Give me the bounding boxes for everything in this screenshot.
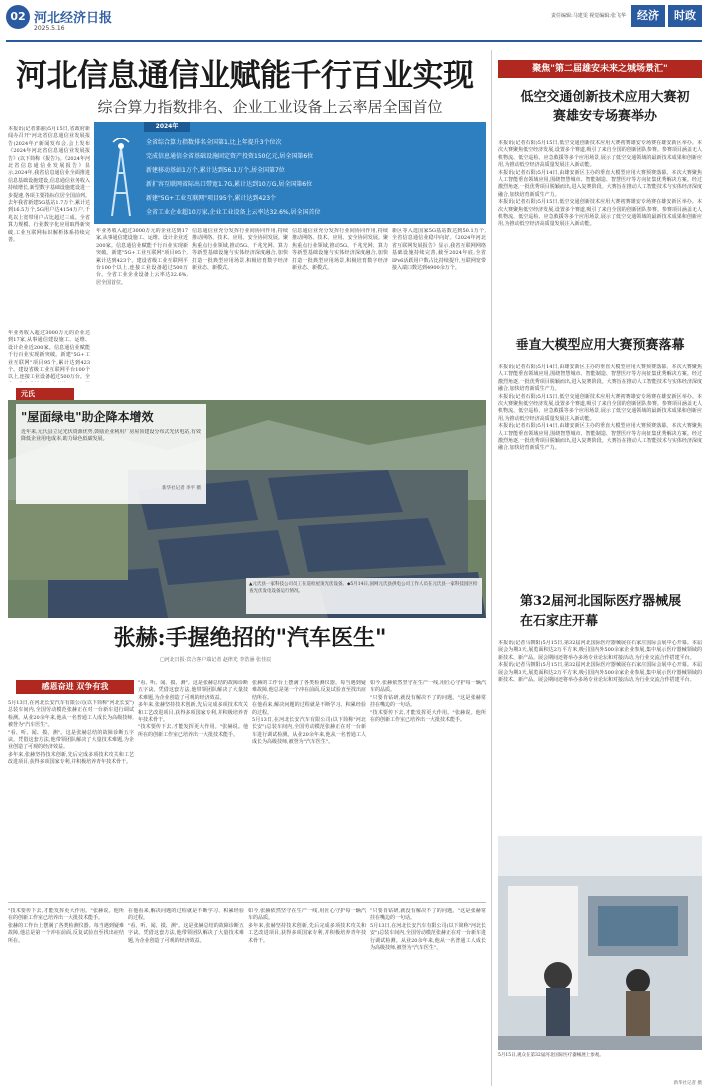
stat-item: 完成信息通信全省基础设施固定资产投资150亿元,居全国第6位: [146, 153, 314, 160]
right-paragraph: 本报讯(记者石阳)5月15日,低空交通创新技术应用大赛初赛雄安专场赛在雄安新区举办。本次大赛聚焦低空经济发展,设置多个赛道,吸引了来自全国的创新团队参赛。参赛项目涵盖无人机物流、低空巡检、应急救援等多个应用场景,展示了低空交通领域的最新技术成果和创新应用,为推动低空经济高质量发展注入新动能。: [498, 199, 702, 228]
yuanqi-headline: "屋面绿电"助企降本增效: [21, 410, 154, 424]
stat-item: 全省工业企业超10万家,企业工业设备上云率达32.6%,居全国首位: [146, 209, 321, 216]
right-paragraph: 本报讯(记者石阳)5月15日,低空交通创新技术应用大赛初赛雄安专场赛在雄安新区举办。本次大赛聚焦低空经济发展,设置多个赛道,吸引了来自全国的创新团队参赛。参赛项目涵盖无人机物流、低空巡检、应急救援等多个应用场景,展示了低空交通领域的最新技术成果和创新应用,为推动低空经济高质量发展注入新动能。: [498, 140, 702, 169]
feature-paragraph: 张赫的工作台上摆满了各类检测仪器。每当遇到疑难故障,他总是第一个冲在前面,反复试验直至找出症结所在。: [252, 680, 366, 701]
feature-column-6: [128, 908, 244, 1088]
right-paragraph: 本报讯(记者石阳)5月14日,由雄安新区主办的垂直大模型应用大赛预赛落幕。本次大赛聚焦人工智能垂直领域应用,围绕智慧城市、智能制造、智慧医疗等方向征集优秀解决方案。经过激烈角逐,一批优秀项目脱颖而出,进入复赛阶段。大赛旨在推动人工智能技术与实体经济深度融合,加快培育新质生产力。: [498, 364, 702, 393]
lead-column-3: 信息通信业充分发挥行业间协同作用,持续推动网络、技术、应用、安全协同发展。聚焦重点行业领域,推动5G、千兆光网、算力等新型基础设施与实体经济深度融合,加快打造一批典型应用场景,积极培育数字经济新业态、新模式。: [192, 228, 288, 272]
feature-column-3: [252, 680, 366, 898]
yuanqi-text-panel: [16, 404, 206, 504]
yuanqi-label: 元氏: [16, 388, 74, 400]
right-paragraph: 本报讯(记者马朝阳)5月15日,第32届河北国际医疗器械展在石家庄国际会展中心开幕。本届展会为期3天,展览面积达2万平方米,吸引国内外500余家企业参展,集中展示医疗器械领域的新技术、新产品。展会期间还将举办多场专业论坛和对接活动,为行业交流合作搭建平台。: [498, 640, 702, 661]
feature-paragraph: 如今,张赫依然坚守在生产一线,用匠心守护每一辆汽车的品质。: [370, 680, 486, 694]
yuanqi-author: 新华社记者 李平 摄: [162, 486, 201, 491]
stats-list: [146, 136, 482, 222]
signal-tower-icon: [104, 138, 138, 218]
lead-subhead: 综合算力指数排名、企业工业设备上云率居全国首位: [97, 98, 443, 116]
feature-paragraph: "技术要传下去,才能发挥更大作用。"张赫说。他所在的创新工作室已培养出一大批技术能手。: [8, 908, 124, 922]
right-paragraph: 本报讯(记者石阳)5月14日,由雄安新区主办的垂直大模型应用大赛预赛落幕。本次大赛聚焦人工智能垂直领域应用,围绕智慧城市、智能制造、智慧医疗等方向征集优秀解决方案。经过激烈角逐,一批优秀项目脱颖而出,进入复赛阶段。大赛旨在推动人工智能技术与实体经济深度融合,加快培育新质生产力。: [498, 169, 702, 198]
feature-column-7: [248, 908, 366, 1088]
stat-item: 新扩容互联网省际出口带宽1.7G,累计达到10万G,居全国第6位: [146, 181, 313, 188]
yuanqi-intro: 近年来,元氏县立足光伏资源优势,鼓励企业利用厂房屋顶建设分布式光伏电站,有效降低企业用电成本,助力绿色低碳发展。: [21, 429, 201, 443]
issue-date: 2025.5.16: [34, 25, 65, 32]
right-headline-2: 垂直大模型应用大赛预赛落幕: [515, 338, 685, 353]
feature-paragraph: 多年来,张赫坚持技术创新,先后完成多项技术攻关和工艺改进项目,获得多项国家专利,并积极培养青年技术骨干。: [248, 922, 366, 944]
feature-paragraph: "只要肯钻研,就没有解决不了的问题。"这是张赫常挂在嘴边的一句话。: [370, 908, 486, 922]
feature-column-2: [138, 680, 248, 898]
feature-paragraph: "只要肯钻研,就没有解决不了的问题。"这是张赫常挂在嘴边的一句话。: [370, 694, 486, 709]
stats-box: [94, 122, 486, 224]
stat-item: 新建移动基站1万个,累计达到56.1万个,居全国第7位: [146, 167, 285, 174]
feature-paragraph: 5月13日,在河北长安汽车有限公司(以下简称"河北长安")总装车间内,全国劳动模范张赫正在对一台新车进行调试检测。从业20余年来,他从一名普通工人成长为高级技师,被誉为"汽车医生"。: [8, 700, 134, 729]
feature-byline: □河北日报·宾合客户端记者 赵律光 李浩涵 张佳辰: [160, 657, 272, 663]
stats-year-label: 2024年: [144, 122, 190, 132]
right-headline-1: 低空交通创新技术应用大赛初赛雄安专场赛举办: [520, 90, 690, 124]
editors: 责任编辑:马建雯 视觉编辑:张飞华: [551, 13, 626, 19]
masthead: [6, 2, 702, 44]
feature-column-4: [370, 680, 486, 898]
right-banner: 聚焦"第二届雄安未来之城场景汇": [498, 60, 702, 78]
feature-column-8: [370, 908, 486, 1088]
feature-paragraph: "技术要传下去,才能发挥更大作用。"张赫说。他所在的创新工作室已培养出一大批技术能手。: [138, 724, 248, 738]
lead-column-5: 新区等入选国家5G基站数达到50.1万个,全省信息通信业稳中向好。《2024年河北省互联网发展报告》显示,我省互联网网络基础设施持续完善,截至2024年底,全省IPv6活跃用户数占比持续提升,互联网宽带接入端口数达到4900余万个。: [392, 228, 486, 272]
expo-photo: [498, 836, 702, 1050]
feature-paragraph: 在他看来,解决问题的过程就是不断学习、积累经验的过程。: [128, 908, 244, 922]
stat-item: 新建"5G+工业互联网"项目95个,累计达到423个: [146, 195, 277, 202]
feature-column-1: [8, 700, 134, 900]
right-paragraph: 本报讯(记者马朝阳)5月15日,第32届河北国际医疗器械展在石家庄国际会展中心开幕。本届展会为期3天,展览面积达2万平方米,吸引国内外500余家企业参展,集中展示医疗器械领域的新技术、新产品。展会期间还将举办多场专业论坛和对接活动,为行业交流合作搭建平台。: [498, 662, 702, 684]
feature-divider: [8, 902, 486, 903]
lead-column-1: 本报讯(记者郭丽)5月15日,省政府新闻办召开"河北省信息通信业发展报告(2024年)"新闻发布会,会上发布《2024年河北省信息通信业发展报告》(以下简称《报告》)。《2024年河北省信息通信业发展报告》显示,2024年,我省信息通信业全面推进信息基础设施建设,信息通信业务收入持续增长,新型数字基础设施建设进一步提速,各项主要指标位居全国前列。去年我省新建5G基站1.7万个,累计达到16.5万个,5G用户达4154万户,千兆以上宽带用户占比超过三成。全省算力规模、行业数字化应用取得新突破,工业互联网标识解析体系持续完善。: [8, 126, 90, 244]
column-divider: [491, 50, 492, 1086]
expo-photo-caption: 5月15日,观众在第32届河北国际医疗器械展上参观。: [498, 1053, 604, 1058]
feature-kicker: 感恩奋进 双争有我: [16, 680, 134, 694]
feature-paragraph: "看、听、闻、摸、测"。这是张赫总结的故障诊断五字诀。凭借这套方法,他带领团队解决了大量技术难题,为企业创造了可观的经济效益。: [8, 729, 134, 751]
page-number: 02: [6, 5, 30, 29]
section-label-economy: 经济: [631, 5, 665, 27]
feature-paragraph: 多年来,张赫坚持技术创新,先后完成多项技术攻关和工艺改进项目,获得多项国家专利,并积极培养青年技术骨干。: [8, 751, 134, 766]
stat-item: 全省综合算力指数排名全国第1,比上年提升3个位次: [146, 139, 282, 146]
feature-headline: 张赫:手握绝招的"汽车医生": [113, 625, 387, 651]
paper-name: 河北经济日报: [34, 11, 113, 26]
lead-column-2: 年业务收入超过3000万元的企业达到17家,从事通信建设施工、运维、设计企业近200家。信息通信业赋能千行百业实现新突破。新建"5G+工业互联网"项目95个,累计达到423个。建设省级工业互联网平台100个以上,连接工业设备超过500万台。全省工业企业设备上云率达32.6%,居全国首位。: [96, 228, 188, 286]
right-paragraph: 本报讯(记者石阳)5月14日,由雄安新区主办的垂直大模型应用大赛预赛落幕。本次大赛聚焦人工智能垂直领域应用,围绕智慧城市、智能制造、智慧医疗等方向征集优秀解决方案。经过激烈角逐,一批优秀项目脱颖而出,进入复赛阶段。大赛旨在推动人工智能技术与实体经济深度融合,加快培育新质生产力。: [498, 423, 702, 452]
section-label-politics: 时政: [668, 5, 702, 27]
expo-photo-credit: 新华社记者 摄: [673, 1081, 702, 1086]
right-story-2: [498, 364, 702, 586]
feature-paragraph: "看、听、闻、摸、测"。这是张赫总结的故障诊断五字诀。凭借这套方法,他带领团队解决了大量技术难题,为企业创造了可观的经济效益。: [138, 680, 248, 701]
yuanqi-caption: ▲元氏县一家科技公司员工在巡检屋顶光伏设备。◆5月14日,国网元氏县供电公司工作人员在元氏县一家科技园区检查光伏发电设备运行情况。: [246, 578, 482, 614]
feature-paragraph: "看、听、闻、摸、测"。这是张赫总结的故障诊断五字诀。凭借这套方法,他带领团队解决了大量技术难题,为企业创造了可观的经济效益。: [128, 922, 244, 944]
lead-headline: 河北信息通信业赋能千行百业实现: [16, 58, 474, 94]
right-story-3: [498, 640, 702, 832]
feature-paragraph: 如今,张赫依然坚守在生产一线,用匠心守护每一辆汽车的品质。: [248, 908, 366, 922]
masthead-rule: [6, 40, 702, 42]
feature-paragraph: 多年来,张赫坚持技术创新,先后完成多项技术攻关和工艺改进项目,获得多项国家专利,并积极培养青年技术骨干。: [138, 702, 248, 724]
feature-paragraph: "技术要传下去,才能发挥更大作用。"张赫说。他所在的创新工作室已培养出一大批技术能手。: [370, 709, 486, 724]
lead-column-4: 信息通信业充分发挥行业间协同作用,持续推动网络、技术、应用、安全协同发展。聚焦重点行业领域,推动5G、千兆光网、算力等新型基础设施与实体经济深度融合,加快打造一批典型应用场景,积极培育数字经济新业态、新模式。: [292, 228, 388, 272]
lead-column-1b: 年业务收入超过3000万元的企业达到17家,从事通信建设施工、运维、设计企业近200家。信息通信业赋能千行百业实现新突破。新建"5G+工业互联网"项目95个,累计达到423个。建设省级工业互联网平台100个以上,连接工业设备超过500万台。全: [8, 330, 90, 381]
right-headline-3: 第32届河北国际医疗器械展在石家庄开幕: [520, 594, 682, 629]
feature-paragraph: 5月13日,在河北长安汽车有限公司(以下简称"河北长安")总装车间内,全国劳动模范张赫正在对一台新车进行调试检测。从业20余年来,他从一名普通工人成长为高级技师,被誉为"汽车医生"。: [252, 717, 366, 746]
feature-paragraph: 张赫的工作台上摆满了各类检测仪器。每当遇到疑难故障,他总是第一个冲在前面,反复试验直至找出症结所在。: [8, 922, 124, 944]
feature-column-5: [8, 908, 124, 1088]
feature-paragraph: 在他看来,解决问题的过程就是不断学习、积累经验的过程。: [252, 702, 366, 716]
right-story-1: [498, 140, 702, 330]
right-paragraph: 本报讯(记者石阳)5月15日,低空交通创新技术应用大赛初赛雄安专场赛在雄安新区举办。本次大赛聚焦低空经济发展,设置多个赛道,吸引了来自全国的创新团队参赛。参赛项目涵盖无人机物流、低空巡检、应急救援等多个应用场景,展示了低空交通领域的最新技术成果和创新应用,为推动低空经济高质量发展注入新动能。: [498, 393, 702, 422]
feature-paragraph: 5月13日,在河北长安汽车有限公司(以下简称"河北长安")总装车间内,全国劳动模范张赫正在对一台新车进行调试检测。从业20余年来,他从一名普通工人成长为高级技师,被誉为"汽车医生"。: [370, 922, 486, 952]
